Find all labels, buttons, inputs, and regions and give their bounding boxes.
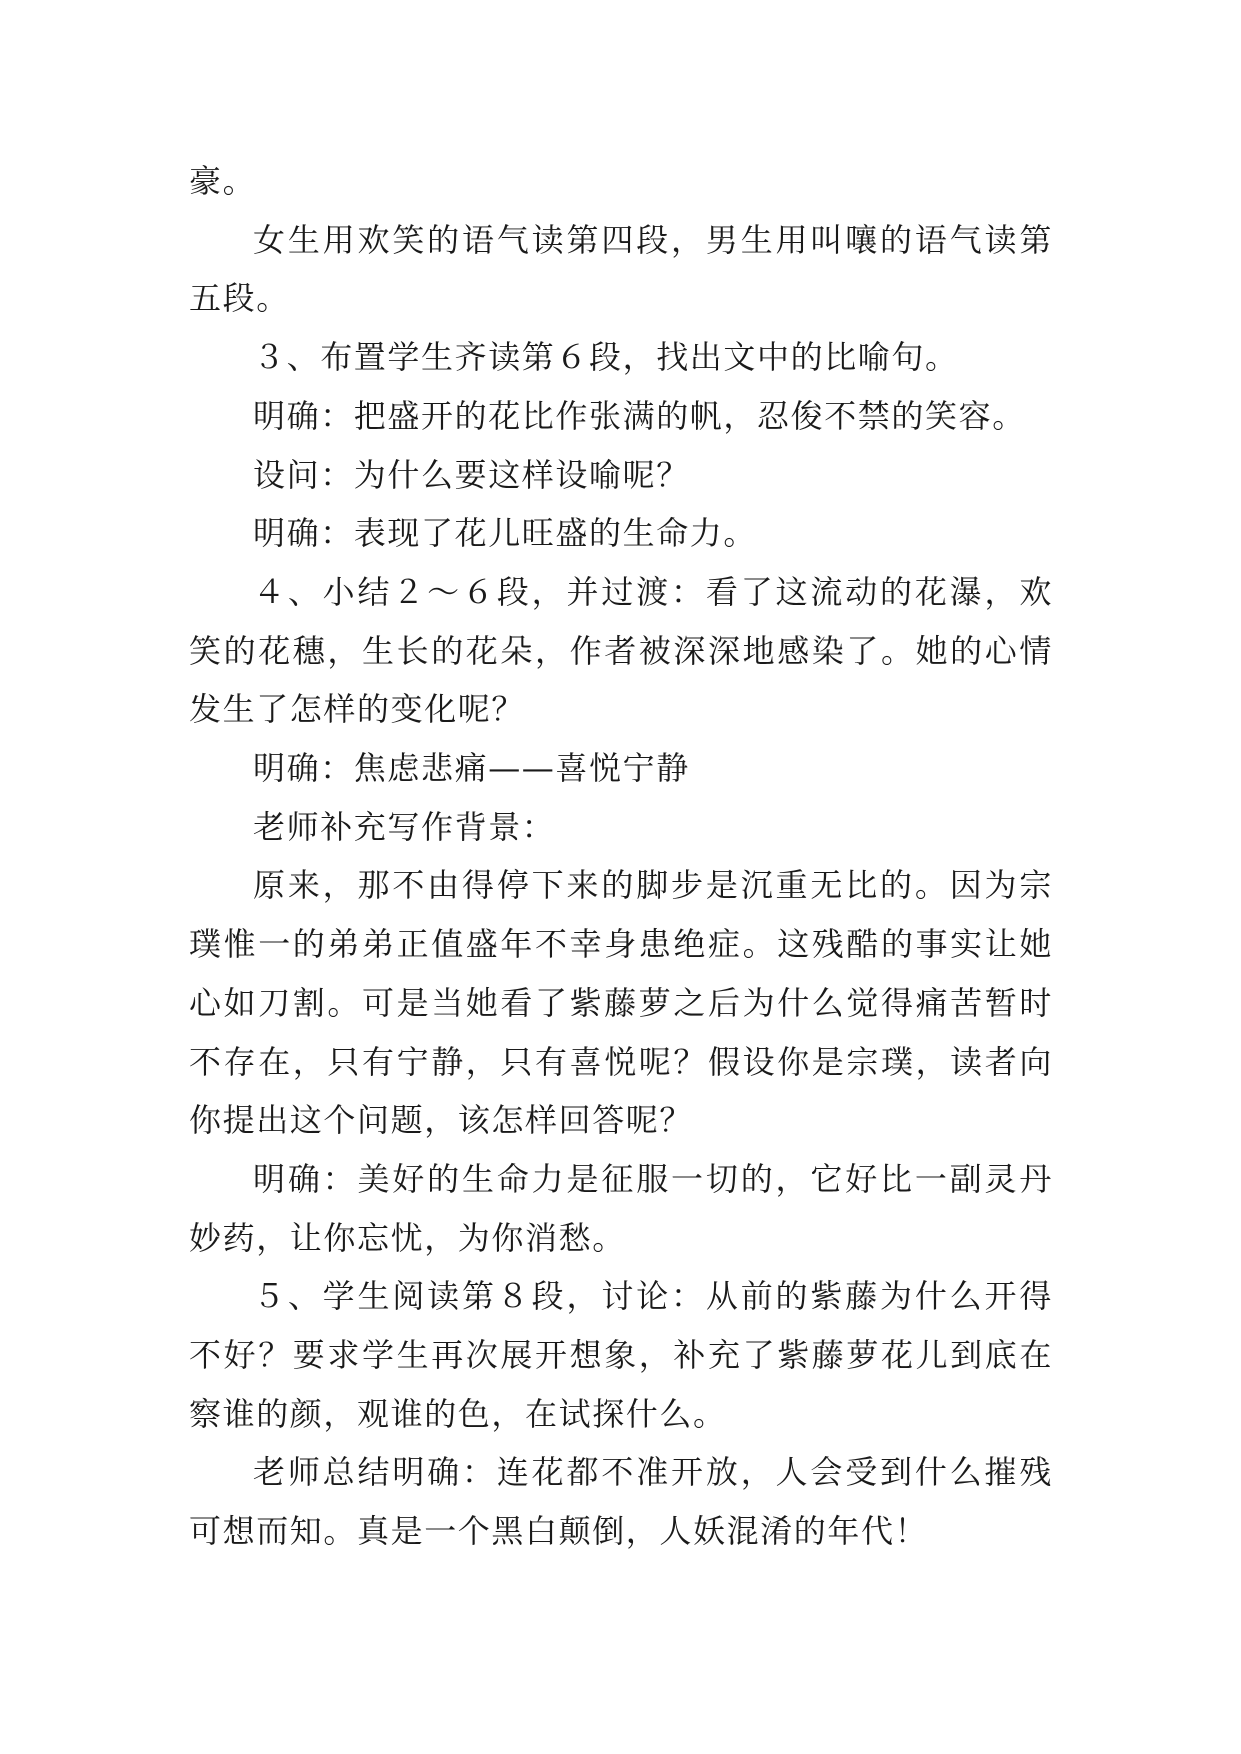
paragraph-6: 明确：表现了花儿旺盛的生命力。 [253,514,758,553]
paragraph-1: 豪。 [189,162,257,200]
paragraph-9: 老师补充写作背景： [253,807,556,846]
paragraph-8: 明确：焦虑悲痛——喜悦宁静 [253,749,690,788]
paragraph-7: ４、小结２～６段，并过渡：看了这流动的花瀑，欢笑的花穗，生长的花朵，作者被深深地感染了。她的心情发生了怎样的变化呢？ [189,572,1053,729]
paragraph-12: ５、学生阅读第８段，讨论：从前的紫藤为什么开得不好？要求学生再次展开想象，补充了紫藤萝花儿到底在察谁的颜，观谁的色，在试探什么。 [189,1277,1053,1433]
paragraph-2: 女生用欢笑的语气读第四段，男生用叫嚷的语气读第五段。 [189,220,1053,318]
paragraph-10: 原来，那不由得停下来的脚步是沉重无比的。因为宗璞惟一的弟弟正值盛年不幸身患绝症。这残酷的事实让她心如刀割。可是当她看了紫藤萝之后为什么觉得痛苦暂时不存在，只有宁静，只有喜悦呢？假设你是宗璞，读者向你提出这个问题，该怎样回答呢？ [189,866,1053,1140]
document-page [189,152,1053,1561]
paragraph-5: 设问：为什么要这样设喻呢？ [253,455,690,494]
paragraph-4: 明确：把盛开的花比作张满的帆，忍俊不禁的笑容。 [253,396,1026,435]
paragraph-11: 明确：美好的生命力是征服一切的，它好比一副灵丹妙药，让你忘忧，为你消愁。 [189,1159,1053,1257]
paragraph-3: ３、布置学生齐读第６段，找出文中的比喻句。 [253,338,959,377]
paragraph-13: 老师总结明确：连花都不准开放，人会受到什么摧残可想而知。真是一个黑白颠倒，人妖混淆的年代！ [189,1453,1053,1551]
